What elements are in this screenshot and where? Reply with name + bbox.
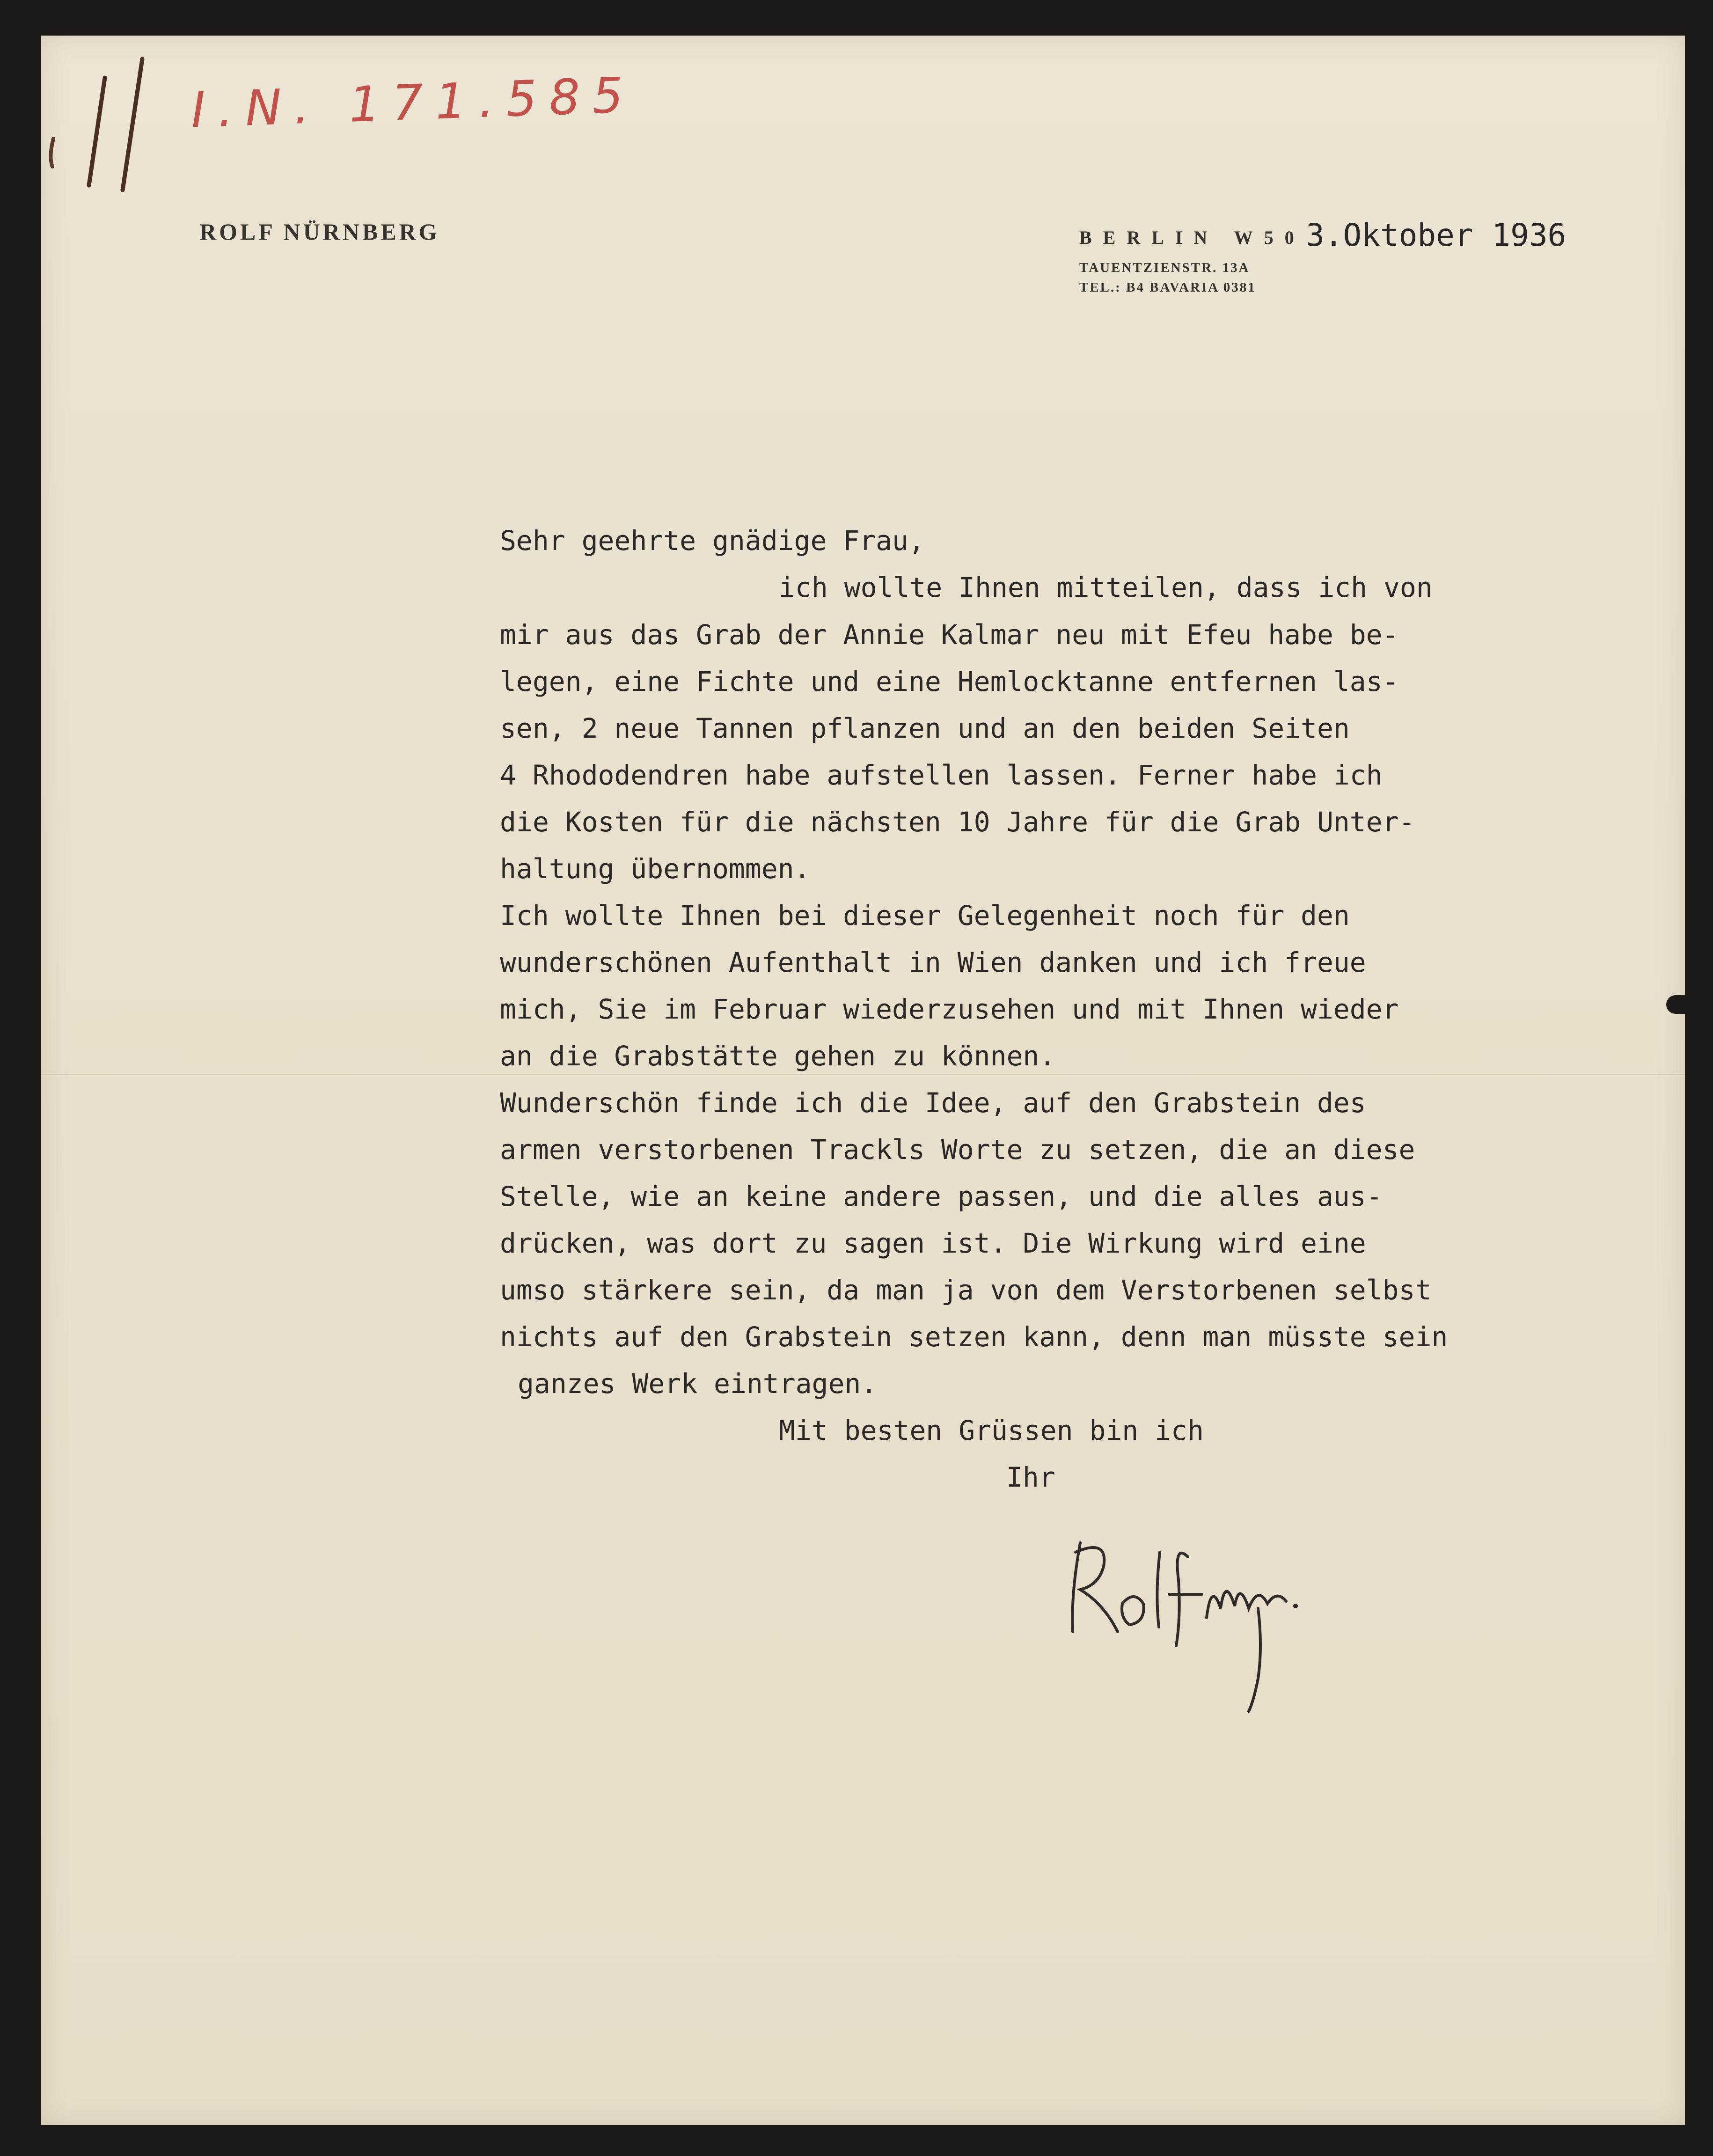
salutation: Sehr geehrte gnädige Frau, [500,525,925,557]
letterhead-city: BERLIN W50 [1079,227,1305,248]
letterhead-name: ROLF NÜRNBERG [199,219,440,245]
body-line: mir aus das Grab der Annie Kalmar neu mit Efeu habe be- [500,619,1399,651]
paper-edge-notch [1666,995,1685,1014]
body-line: Ich wollte Ihnen bei dieser Gelegenheit noch für den [500,900,1350,931]
letter-date: 3.Oktober 1936 [1306,217,1567,253]
body-line: armen verstorbenen Trackls Worte zu setzen, die an diese [500,1134,1415,1166]
letterhead-street: TAUENTZIENSTR. 13A [1079,260,1250,275]
body-line: legen, eine Fichte und eine Hemlocktanne entfernen las- [500,666,1399,697]
body-line: ganzes Werk eintragen. [518,1368,878,1400]
letter-page [41,36,1685,2125]
letterhead-phone: TEL.: B4 BAVARIA 0381 [1079,280,1256,295]
body-line: die Kosten für die nächsten 10 Jahre für die Grab Unter- [500,806,1415,838]
handwritten-signature [1052,1524,1380,1721]
body-line: mich, Sie im Februar wiederzusehen und mit Ihnen wieder [500,993,1399,1025]
body-line: umso stärkere sein, da man ja von dem Verstorbenen selbst [500,1274,1432,1306]
body-line: ich wollte Ihnen mitteilen, dass ich von [779,572,1433,603]
body-line: sen, 2 neue Tannen pflanzen und an den beiden Seiten [500,712,1350,744]
body-line: 4 Rhododendren habe aufstellen lassen. Ferner habe ich [500,759,1383,791]
body-line: nichts auf den Grabstein setzen kann, denn man müsste sein [500,1321,1448,1353]
body-line: haltung übernommen. [500,853,811,885]
body-line: Wunderschön finde ich die Idee, auf den Grabstein des [500,1087,1366,1119]
archive-pencil-marks [44,50,147,209]
body-line: drücken, was dort zu sagen ist. Die Wirkung wird eine [500,1227,1366,1259]
closing-pronoun: Ihr [1006,1461,1055,1493]
closing-line: Mit besten Grüssen bin ich [779,1415,1204,1446]
body-line: Stelle, wie an keine andere passen, und die alles aus- [500,1181,1383,1212]
body-line: an die Grabstätte gehen zu können. [500,1040,1056,1072]
archive-inventory-number: I.N. 171.585 [190,66,637,139]
paper-fold-line [41,1074,1685,1075]
body-line: wunderschönen Aufenthalt in Wien danken und ich freue [500,946,1366,978]
